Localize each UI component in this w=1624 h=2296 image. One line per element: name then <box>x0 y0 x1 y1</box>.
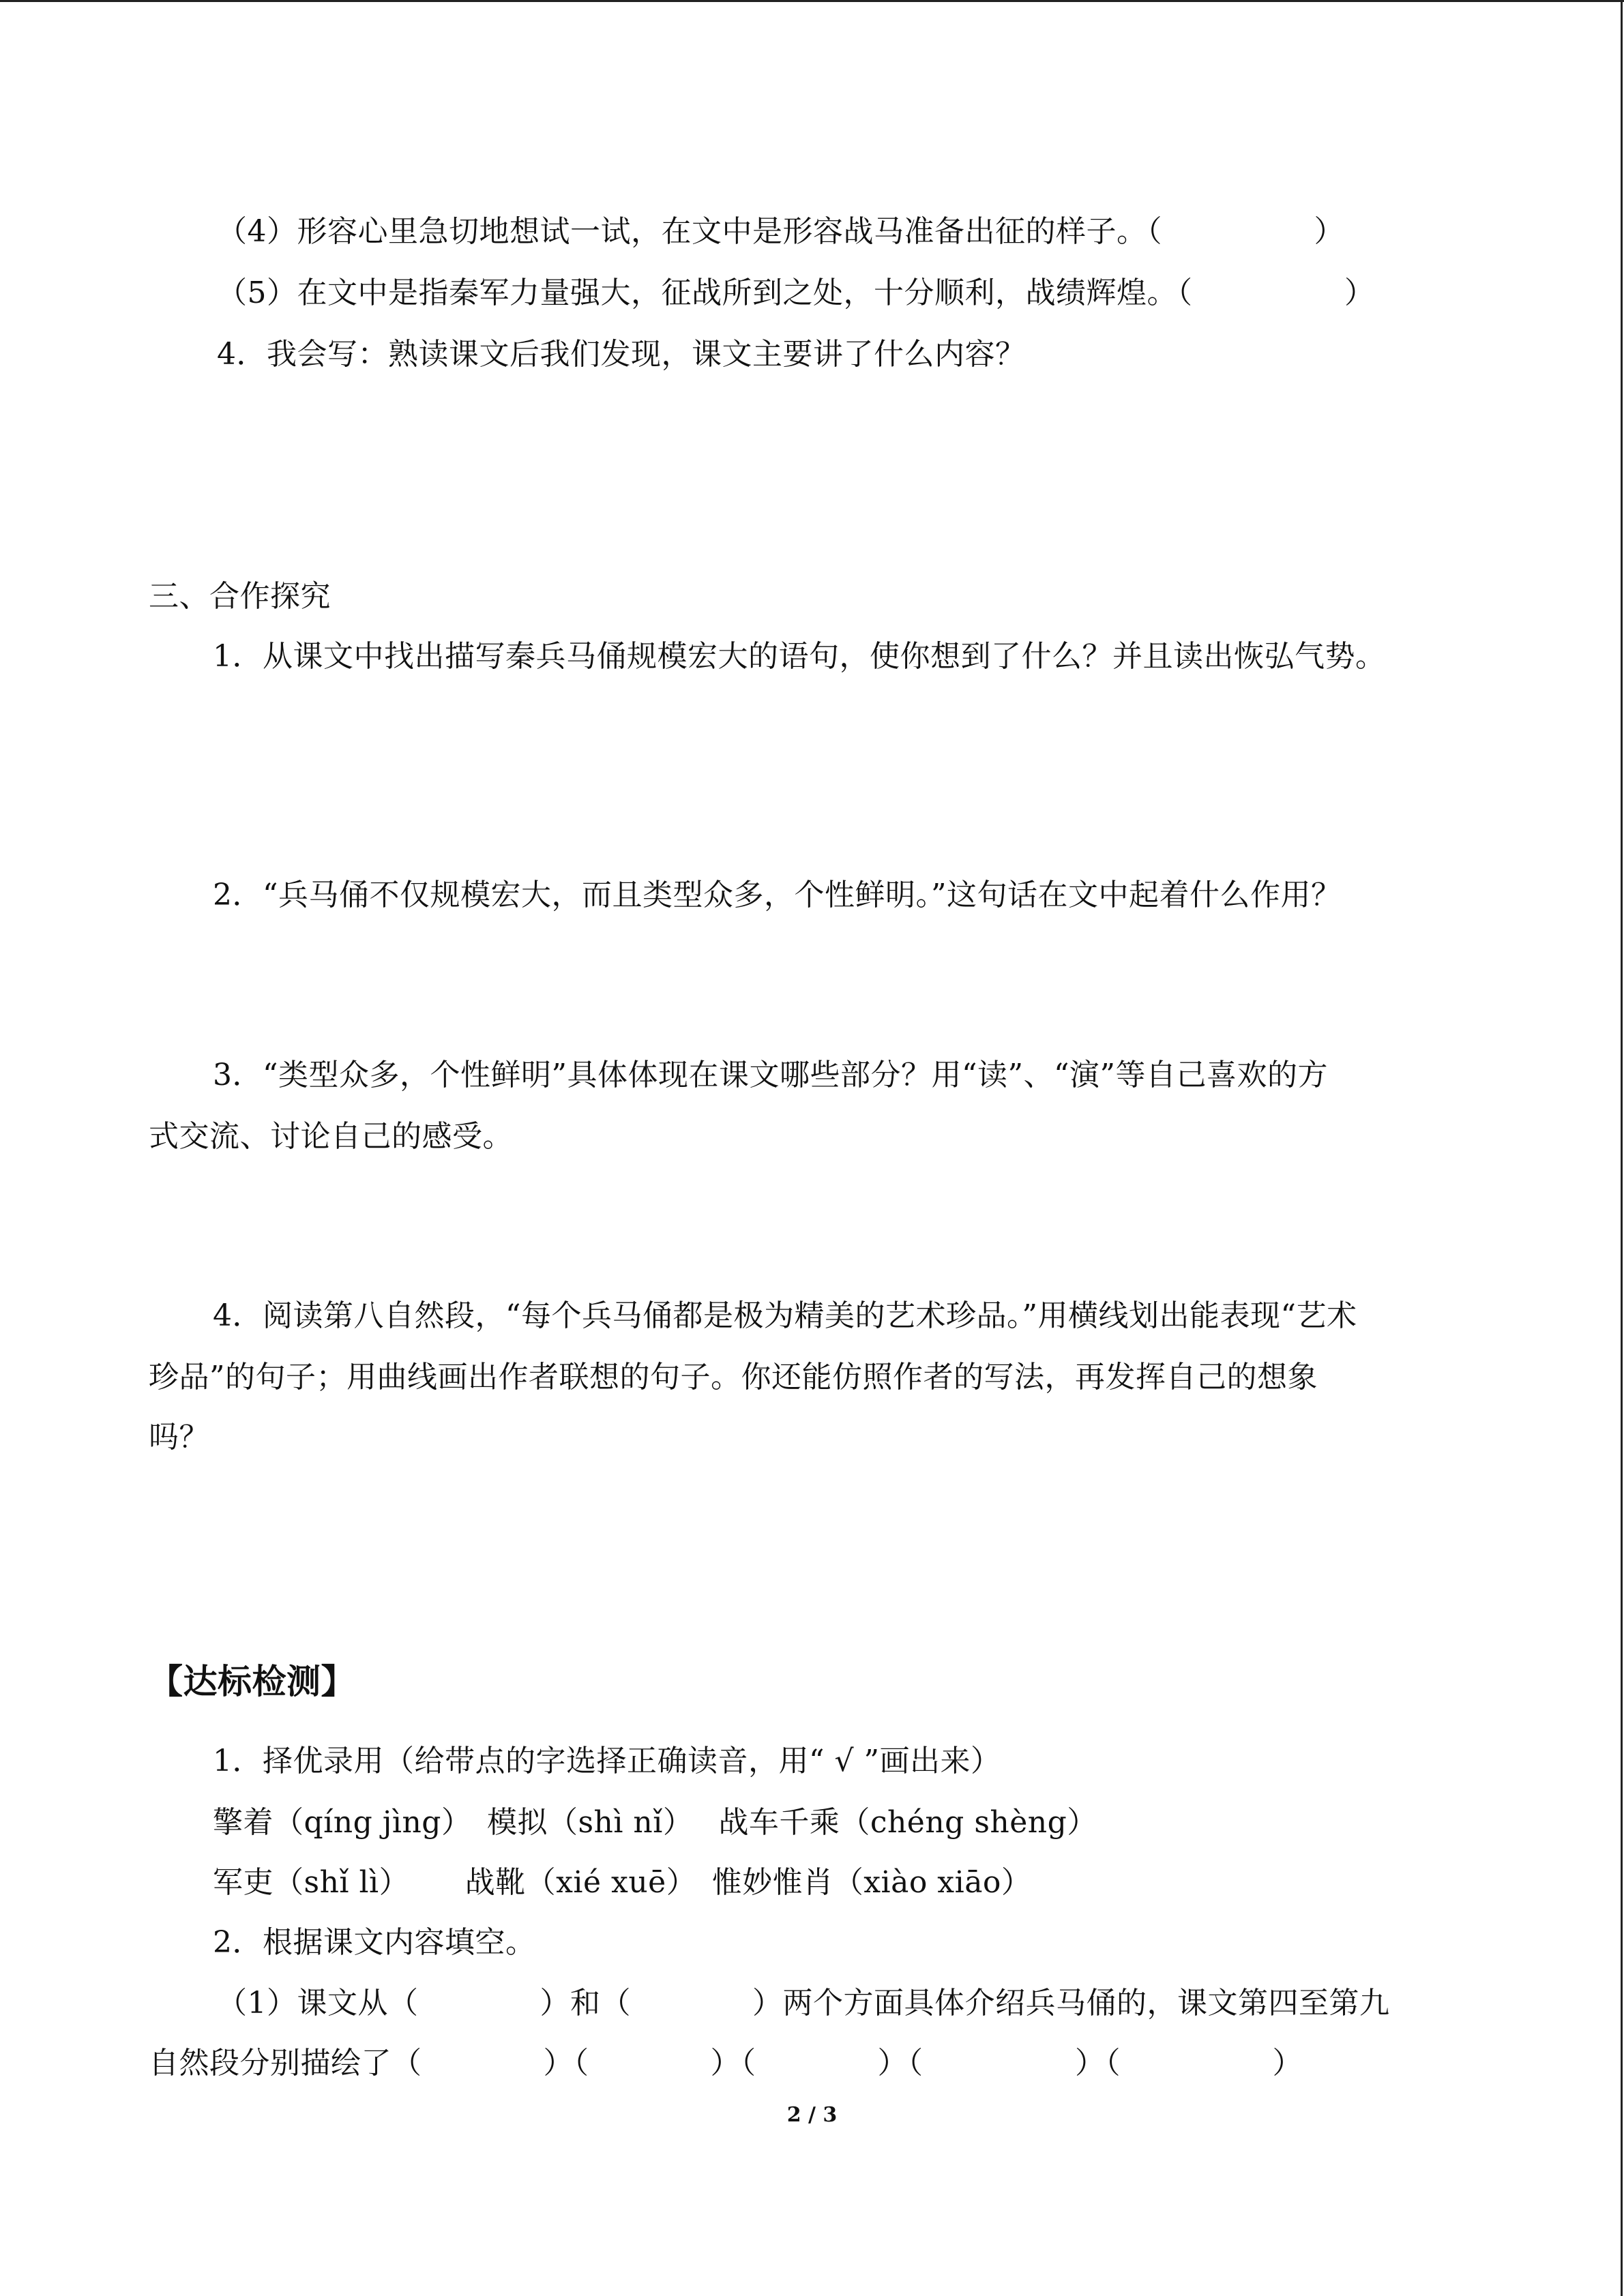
section-3-question-4-line-2: 珍品”的句子；用曲线画出作者联想的句子。你还能仿照作者的写法，再发挥自己的想象 <box>149 1360 1318 1395</box>
section-3-question-1: 1．从课文中找出描写秦兵马俑规模宏大的语句，使你想到了什么？并且读出恢弘气势。 <box>213 639 1386 674</box>
fill-blank-item-1-line-2: 自然段分别描绘了（ ）（ ）（ ）（ ）（ ） <box>149 2046 1303 2081</box>
page-border-right <box>1621 0 1623 2296</box>
pronunciation-row-1: 擎着（qíng jìng） 模拟（shì nǐ） 战车千乘（chéng shèng） <box>213 1805 1097 1840</box>
section-3-question-3-line-1: 3．“类型众多，个性鲜明”具体体现在课文哪些部分？用“读”、“演”等自己喜欢的方 <box>213 1058 1328 1092</box>
question-4-writing: 4．我会写：熟读课文后我们发现，课文主要讲了什么内容？ <box>217 337 1026 372</box>
fill-blank-item-1-line-1: （1）课文从（ ）和（ ）两个方面具体介绍兵马俑的，课文第四至第九 <box>217 1986 1390 2021</box>
pronunciation-row-2: 军吏（shǐ lì） 战靴（xié xuē） 惟妙惟肖（xiào xiāo） <box>213 1865 1032 1900</box>
question-2-item-5: （5）在文中是指秦军力量强大，征战所到之处，十分顺利，战绩辉煌。（ ） <box>217 275 1375 310</box>
section-3-question-3-line-2: 式交流、讨论自己的感受。 <box>149 1119 513 1154</box>
section-3-heading: 三、合作探究 <box>149 579 331 614</box>
assessment-heading: 【达标检测】 <box>149 1662 355 1701</box>
question-2-item-4: （4）形容心里急切地想试一试，在文中是形容战马准备出征的样子。（ ） <box>217 214 1344 249</box>
section-3-question-2: 2．“兵马俑不仅规模宏大，而且类型众多，个性鲜明。”这句话在文中起着什么作用？ <box>213 878 1342 912</box>
section-3-question-4-line-1: 4．阅读第八自然段，“每个兵马俑都是极为精美的艺术珍品。”用横线划出能表现“艺术 <box>213 1298 1357 1333</box>
page-number: 2 / 3 <box>786 2103 838 2127</box>
section-3-question-4-line-3: 吗？ <box>149 1420 209 1455</box>
assessment-question-2: 2．根据课文内容填空。 <box>213 1925 536 1960</box>
page-border-top <box>0 0 1624 2</box>
assessment-question-1: 1．择优录用（给带点的字选择正确读音，用“ √ ”画出来） <box>213 1744 1001 1778</box>
